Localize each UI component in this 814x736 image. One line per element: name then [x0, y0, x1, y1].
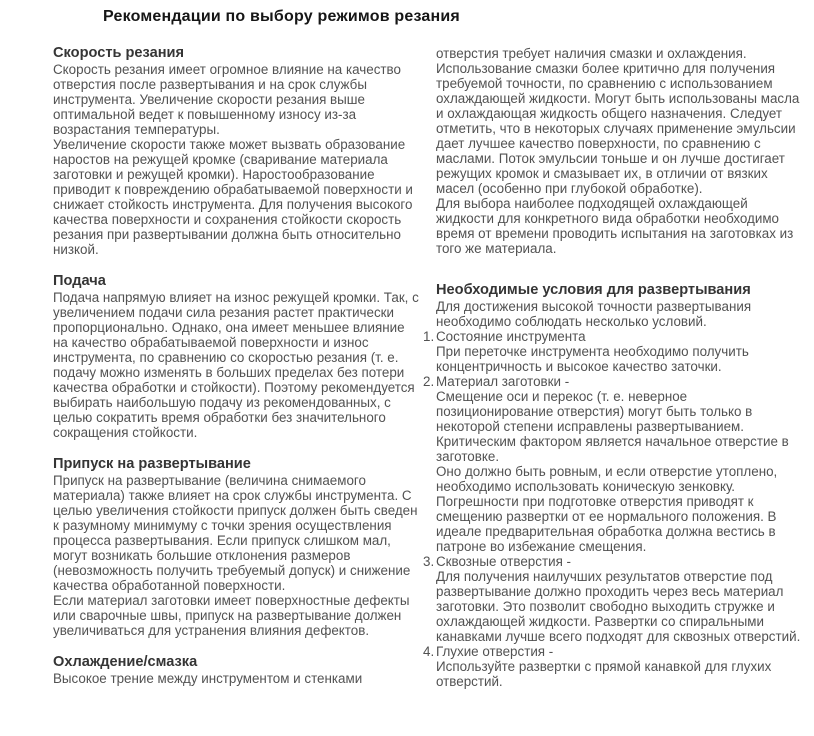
two-column-layout	[53, 46, 804, 689]
list-item-number: 4.	[423, 644, 435, 659]
list-item-title: Состояние инструмента	[436, 329, 586, 344]
paragraph: Высокое трение между инструментом и стенками	[53, 671, 363, 686]
list-item-paragraph: Используйте развертки с прямой канавкой для глухих отверстий.	[436, 659, 772, 689]
paragraph: Если материал заготовки имеет поверхностные дефекты или сварочные швы, припуск на развертывание должен увеличиваться для устранения влияния дефектов.	[53, 593, 410, 638]
right-column	[423, 46, 804, 689]
list-item-title: Материал заготовки -	[436, 374, 570, 389]
paragraph: Припуск на развертывание (величина снимаемого материала) также влияет на срок службы инструмента. С целью увеличения стойкости припуск должен быть сведен к разумному минимуму с точки зрения осуществления процесса развертывания. Если припуск слишком мал, могут возникать большие отклонения размеров (невозможность получить требуемый допуск) и снижение качества обработанной поверхности.	[53, 473, 418, 593]
list-item-number: 1.	[423, 329, 435, 344]
paragraph: Для достижения высокой точности развертывания необходимо соблюдать несколько условий.	[436, 299, 752, 329]
section-heading: Скорость резания	[53, 45, 185, 61]
paragraph: отверстия требует наличия смазки и охлаждения. Использование смазки более критично для получения требуемой точности, по сравнению с использованием охлаждающей жидкости. Могут быть использованы масла и охлаждающая жидкость общего назначения. Следует отметить, что в некоторых случаях применение эмульсии дает лучшее качество поверхности, по сравнению с маслами. Поток эмульсии тоньше и он лучше достигает режущих кромок и смазывает их, в отличии от вязких масел (особенно при глубокой обработке).	[436, 46, 800, 196]
list-item-head	[423, 644, 804, 659]
list-item-head	[423, 329, 804, 344]
numbered-list	[423, 329, 804, 689]
section-heading: Необходимые условия для развертывания	[436, 282, 751, 298]
text-section	[53, 655, 423, 686]
list-item	[423, 644, 804, 689]
section-heading: Припуск на развертывание	[53, 456, 251, 472]
paragraph: Скорость резания имеет огромное влияние на качество отверстия после развертывания и на срок службы инструмента. Увеличение скорости резания выше оптимальной ведет к повышенному износу из-за возрастания температуры.	[53, 62, 401, 137]
list-item	[423, 329, 804, 374]
text-section	[53, 274, 423, 440]
paragraph: Подача напрямую влияет на износ режущей кромки. Так, с увеличением подачи сила резания растет практически пропорционально. Однако, она имеет меньшее влияние на качество обрабатываемой поверхности и износ инструмента, по сравнению со скоростью резания (т. е. подачу можно изменять в больших пределах без потери качества обработки и стойкости). Поэтому рекомендуется выбирать наибольшую подачу из рекомендованных, с целью сократить время обработки без значительного сокращения стойкости.	[53, 290, 419, 440]
list-item	[423, 554, 804, 644]
text-section	[53, 46, 423, 257]
list-item-number: 3.	[423, 554, 435, 569]
left-column	[53, 46, 423, 689]
paragraph: Увеличение скорости также может вызвать образование наростов на режущей кромке (сваривание материала заготовки и режущей кромки). Наростообразование приводит к повреждению обрабатываемой поверхности и снижает стойкость инструмента. Для получения высокого качества поверхности и сохранения стойкости скорость резания при развертывании должна быть относительно низкой.	[53, 137, 413, 257]
list-item-head	[423, 554, 804, 569]
text-section	[53, 457, 423, 638]
list-item	[423, 374, 804, 554]
list-item-number: 2.	[423, 374, 435, 389]
list-item-paragraph: Смещение оси и перекос (т. е. неверное позиционирование отверстия) могут быть только в некоторой степени исправлены развертыванием. Критическим фактором является начальное отверстие в заготовке.	[436, 389, 789, 464]
paragraph: Для выбора наиболее подходящей охлаждающей жидкости для конкретного вида обработки необходимо время от времени проводить испытания на заготовках из того же материала.	[436, 196, 794, 256]
list-item-paragraph: Оно должно быть ровным, и если отверстие утоплено, необходимо использовать коническую зенковку. Погрешности при подготовке отверстия приводят к смещению развертки от ее нормального положения. В идеале предварительная обработка должна вестись в патроне во избежание смещения.	[436, 464, 778, 554]
page-title: Рекомендации по выбору режимов резания	[103, 8, 460, 25]
list-item-title: Глухие отверстия -	[436, 644, 554, 659]
text-section	[423, 282, 804, 689]
list-item-title: Сквозные отверстия -	[436, 554, 571, 569]
section-heading: Подача	[53, 273, 106, 289]
list-item-paragraph: При переточке инструмента необходимо получить концентричность и высокое качество заточки.	[436, 344, 749, 374]
list-item-head	[423, 374, 804, 389]
list-item-paragraph: Для получения наилучших результатов отверстие под развертывание должно проходить через весь материал заготовки. Это позволит свободно выходить стружке и охлаждающей жидкости. Развертки со спиральными канавками лучше всего подходят для сквозных отверстий.	[436, 569, 801, 644]
section-heading: Охлаждение/смазка	[53, 654, 198, 670]
text-section	[436, 46, 804, 256]
